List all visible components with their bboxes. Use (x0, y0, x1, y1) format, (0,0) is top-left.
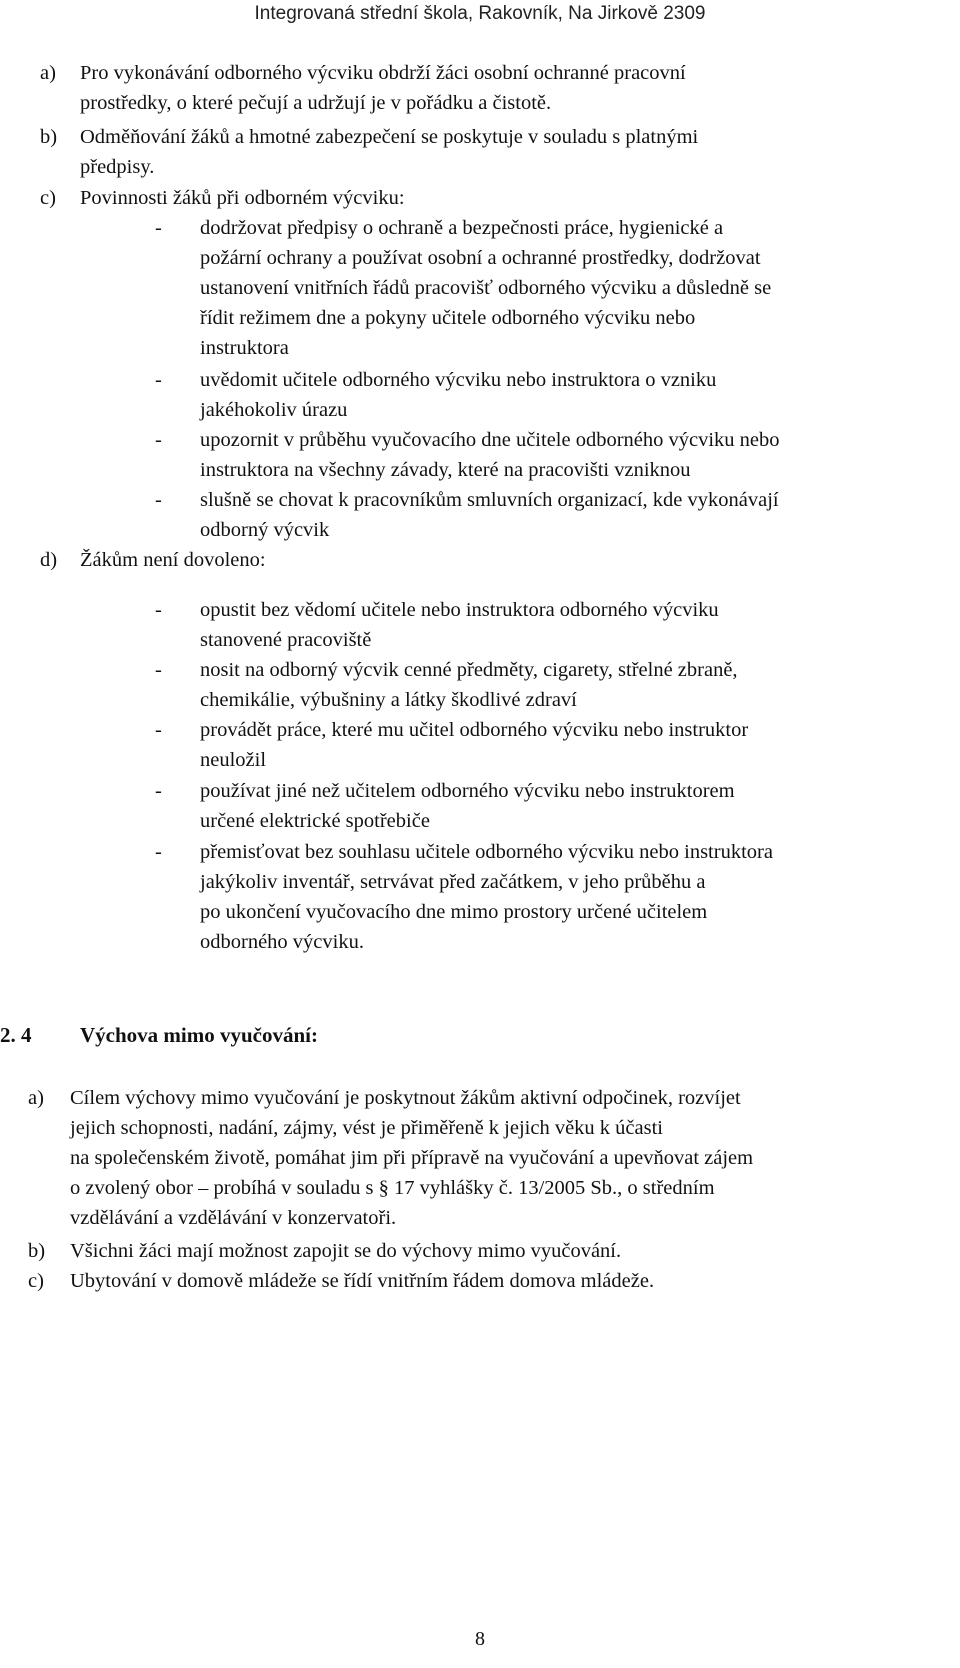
text-line: vzdělávání a vzdělávání v konzervatoři. (70, 1207, 397, 1229)
text-line: stanovené pracoviště (200, 629, 372, 651)
item-marker: a) (40, 62, 56, 84)
text-line: dodržovat předpisy o ochraně a bezpečnosti práce, hygienické a (200, 217, 724, 239)
item-marker: b) (40, 126, 58, 148)
text-line: uvědomit učitele odborného výcviku nebo instruktora o vzniku (200, 369, 717, 391)
text-line: jakéhokoliv úrazu (200, 399, 348, 421)
text-line: upozornit v průběhu vyučovacího dne učitele odborného výcviku nebo (200, 429, 780, 451)
item-marker: b) (28, 1240, 46, 1262)
section-title: Výchova mimo vyučování: (80, 1023, 318, 1047)
text-line: odborný výcvik (200, 519, 330, 541)
section-number: 2. 4 (0, 1023, 32, 1047)
dash-marker: - (155, 659, 162, 681)
item-marker: c) (40, 187, 56, 209)
text-line: Pro vykonávání odborného výcviku obdrží žáci osobní ochranné pracovní (80, 62, 686, 84)
section-c-title: Povinnosti žáků při odborném výcviku: (80, 187, 405, 209)
dash-marker: - (155, 841, 162, 863)
text-line: nosit na odborný výcvik cenné předměty, cigarety, střelné zbraně, (200, 659, 738, 681)
dash-marker: - (155, 369, 162, 391)
text-line: odborného výcviku. (200, 931, 364, 953)
dash-marker: - (155, 719, 162, 741)
text-line: požární ochrany a používat osobní a ochranné prostředky, dodržovat (200, 247, 761, 269)
text-line: Cílem výchovy mimo vyučování je poskytnout žákům aktivní odpočinek, rozvíjet (70, 1087, 741, 1109)
text-line: prostředky, o které pečují a udržují je v pořádku a čistotě. (80, 92, 552, 114)
text-line: po ukončení vyučovacího dne mimo prostory určené učitelem (200, 901, 708, 923)
dash-marker: - (155, 429, 162, 451)
text-line: Všichni žáci mají možnost zapojit se do výchovy mimo vyučování. (70, 1240, 622, 1262)
item-marker: c) (28, 1270, 44, 1292)
text-line: chemikálie, výbušniny a látky škodlivé zdraví (200, 689, 577, 711)
dash-marker: - (155, 780, 162, 802)
text-line: instruktora (200, 337, 289, 359)
text-line: neuložil (200, 749, 267, 771)
dash-marker: - (155, 489, 162, 511)
text-line: předpisy. (80, 156, 155, 178)
section-d-title: Žákům není dovoleno: (80, 549, 266, 571)
dash-marker: - (155, 599, 162, 621)
page-header: Integrovaná střední škola, Rakovník, Na Jirkově 2309 (254, 3, 706, 24)
text-line: ustanovení vnitřních řádů pracovišť odborného výcviku a důsledně se (200, 277, 772, 299)
text-line: přemisťovat bez souhlasu učitele odborného výcviku nebo instruktora (200, 841, 773, 863)
text-line: určené elektrické spotřebiče (200, 810, 430, 832)
text-line: o zvolený obor – probíhá v souladu s § 17 vyhlášky č. 13/2005 Sb., o středním (70, 1177, 715, 1199)
item-marker: a) (28, 1087, 44, 1109)
page-number: 8 (475, 1628, 485, 1650)
text-line: používat jiné než učitelem odborného výcviku nebo instruktorem (200, 780, 735, 802)
text-line: instruktora na všechny závady, které na pracovišti vzniknou (200, 459, 691, 481)
text-line: jakýkoliv inventář, setrvávat před začátkem, v jeho průběhu a (200, 871, 706, 893)
text-line: provádět práce, které mu učitel odborného výcviku nebo instruktor (200, 719, 749, 741)
text-line: Ubytování v domově mládeže se řídí vnitřním řádem domova mládeže. (70, 1270, 655, 1292)
text-line: opustit bez vědomí učitele nebo instruktora odborného výcviku (200, 599, 719, 621)
item-marker: d) (40, 549, 58, 571)
text-line: jejich schopnosti, nadání, zájmy, vést je přiměřeně k jejich věku k účasti (70, 1117, 663, 1139)
text-line: řídit režimem dne a pokyny učitele odborného výcviku nebo (200, 307, 696, 329)
text-line: na společenském životě, pomáhat jim při přípravě na vyučování a upevňovat zájem (70, 1147, 754, 1169)
text-line: slušně se chovat k pracovníkům smluvních organizací, kde vykonávají (200, 489, 779, 511)
text-line: Odměňování žáků a hmotné zabezpečení se poskytuje v souladu s platnými (80, 126, 699, 148)
dash-marker: - (155, 217, 162, 239)
